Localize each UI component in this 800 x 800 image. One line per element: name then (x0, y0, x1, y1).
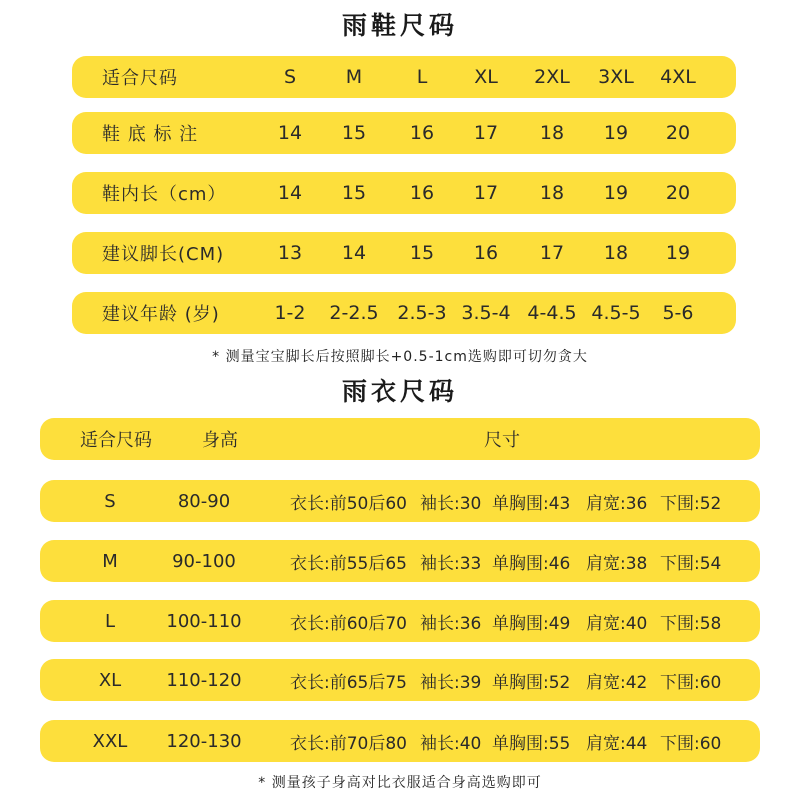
coat-length: 衣长:前60后70 (290, 613, 407, 634)
shoe-cell: 18 (603, 242, 629, 264)
shoe-cell: 2XL (534, 66, 570, 88)
shoe-cell: 18 (539, 182, 565, 204)
coat-shoulder: 肩宽:38 (586, 553, 648, 574)
coat-hem: 下围:60 (660, 672, 722, 693)
coat-row (40, 600, 760, 642)
shoe-cell: 16 (409, 122, 435, 144)
coat-sleeve: 袖长:39 (420, 672, 482, 693)
shoe-cell: L (416, 66, 428, 88)
shoe-row (72, 56, 736, 98)
shoe-row (72, 292, 736, 334)
coat-hem: 下围:58 (660, 613, 722, 634)
coat-shoulder: 肩宽:36 (586, 493, 648, 514)
coat-header-dims: 尺寸 (484, 430, 520, 451)
shoe-cell: 4XL (660, 66, 696, 88)
shoe-cell: 19 (603, 182, 629, 204)
coat-length: 衣长:前70后80 (290, 733, 407, 754)
shoe-cell: 17 (539, 242, 565, 264)
shoe-cell: 4-4.5 (527, 302, 577, 324)
shoe-row-label: 建议年龄 (岁) (102, 304, 220, 325)
coat-height: 100-110 (166, 610, 242, 632)
shoe-cell: 14 (277, 182, 303, 204)
coat-size: XL (98, 669, 122, 691)
coat-length: 衣长:前65后75 (290, 672, 407, 693)
coat-chest: 单胸围:43 (492, 493, 571, 514)
coat-size-title: 雨衣尺码 (341, 377, 458, 406)
coat-size: L (104, 610, 116, 632)
coat-header-size: 适合尺码 (80, 430, 152, 451)
shoe-cell: 16 (473, 242, 499, 264)
coat-height: 110-120 (166, 669, 242, 691)
shoe-cell: 2.5-3 (397, 302, 447, 324)
shoe-cell: 15 (341, 182, 367, 204)
shoe-cell: XL (474, 66, 498, 88)
shoe-cell: 2-2.5 (329, 302, 379, 324)
coat-sleeve: 袖长:40 (420, 733, 482, 754)
coat-sleeve: 袖长:30 (420, 493, 482, 514)
coat-shoulder: 肩宽:44 (586, 733, 648, 754)
shoe-cell: 18 (539, 122, 565, 144)
shoe-cell: 20 (665, 182, 691, 204)
coat-chest: 单胸围:46 (492, 553, 571, 574)
coat-row (40, 480, 760, 522)
shoe-row-label: 建议脚长(CM) (102, 244, 225, 265)
shoe-cell: 16 (409, 182, 435, 204)
shoe-cell: 1-2 (274, 302, 306, 324)
coat-chest: 单胸围:49 (492, 613, 571, 634)
coat-height: 80-90 (177, 490, 231, 512)
shoe-cell: 17 (473, 182, 499, 204)
coat-height: 120-130 (166, 730, 242, 752)
shoe-cell: 20 (665, 122, 691, 144)
shoe-cell: 14 (341, 242, 367, 264)
coat-size: XXL (92, 730, 128, 752)
coat-chest: 单胸围:52 (492, 672, 571, 693)
shoe-cell: 3XL (598, 66, 634, 88)
shoe-row-label: 适合尺码 (102, 68, 178, 89)
coat-shoulder: 肩宽:42 (586, 672, 648, 693)
coat-row (40, 659, 760, 701)
shoe-row (72, 172, 736, 214)
coat-header-row (40, 418, 760, 460)
shoe-cell: 17 (473, 122, 499, 144)
coat-height: 90-100 (172, 550, 236, 572)
coat-sleeve: 袖长:33 (420, 553, 482, 574)
shoe-cell: 5-6 (662, 302, 694, 324)
shoe-cell: 15 (409, 242, 435, 264)
coat-hem: 下围:52 (660, 493, 722, 514)
shoe-size-title: 雨鞋尺码 (341, 11, 458, 40)
shoe-row-label: 鞋内长（cm） (102, 184, 227, 205)
coat-size: M (102, 550, 118, 572)
coat-shoulder: 肩宽:40 (586, 613, 648, 634)
coat-row (40, 720, 760, 762)
shoe-size-note: * 测量宝宝脚长后按照脚长+0.5-1cm选购即可切勿贪大 (212, 349, 588, 365)
shoe-row (72, 232, 736, 274)
shoe-cell: 15 (341, 122, 367, 144)
coat-row (40, 540, 760, 582)
shoe-row-label: 鞋 底 标 注 (102, 124, 199, 145)
coat-chest: 单胸围:55 (492, 733, 571, 754)
coat-sleeve: 袖长:36 (420, 613, 482, 634)
coat-hem: 下围:60 (660, 733, 722, 754)
coat-size-note: * 测量孩子身高对比衣服适合身高选购即可 (258, 775, 542, 791)
shoe-cell: 3.5-4 (461, 302, 511, 324)
coat-size: S (104, 490, 116, 512)
shoe-row (72, 112, 736, 154)
shoe-cell: 19 (603, 122, 629, 144)
shoe-cell: 4.5-5 (591, 302, 641, 324)
coat-length: 衣长:前55后65 (290, 553, 407, 574)
coat-header-height: 身高 (202, 430, 238, 451)
coat-hem: 下围:54 (660, 553, 722, 574)
shoe-cell: S (283, 66, 297, 88)
coat-length: 衣长:前50后60 (290, 493, 407, 514)
shoe-cell: 19 (665, 242, 691, 264)
shoe-cell: 13 (277, 242, 303, 264)
shoe-cell: 14 (277, 122, 303, 144)
shoe-cell: M (345, 66, 363, 88)
